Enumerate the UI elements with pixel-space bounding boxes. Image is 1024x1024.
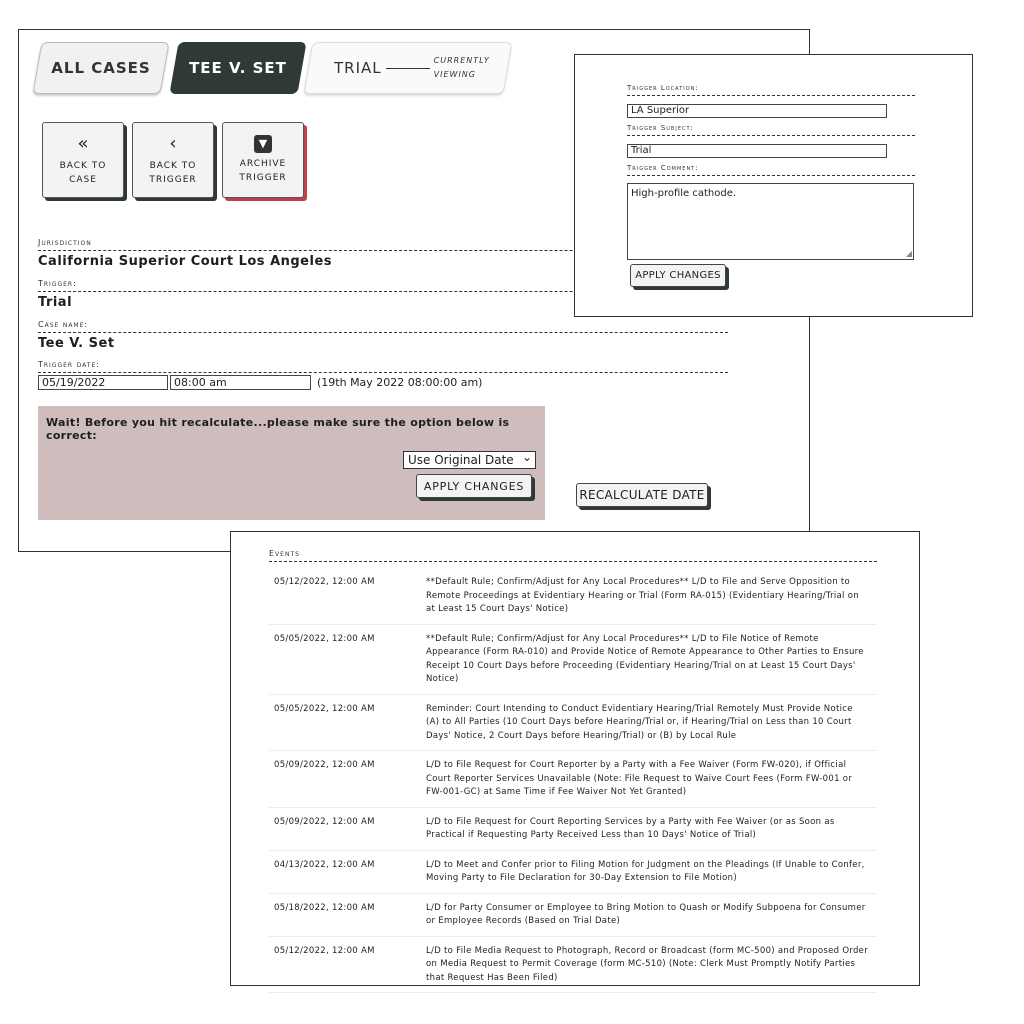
- trigger-date-input[interactable]: 05/19/2022: [38, 375, 168, 390]
- trigger-date-label: Trigger date:: [38, 360, 100, 369]
- archive-icon: ▼: [254, 135, 272, 153]
- double-chevron-left-icon: «: [77, 133, 89, 154]
- event-description: L/D to File Media Request to Photograph, Record or Broadcast (form MC-500) and Proposed Order on Media Request to Permit Coverage (form MC-510) (Note: Clerk Must Promptly Notify Parties that Request Has Been Filed): [426, 945, 868, 983]
- event-date: 04/13/2022, 12:00 AM: [274, 859, 375, 870]
- event-date: 05/18/2022, 12:00 AM: [274, 902, 375, 913]
- jurisdiction-label: Jurisdiction: [38, 238, 92, 247]
- event-date: 05/12/2022, 12:00 AM: [274, 577, 375, 587]
- trigger-subject-input[interactable]: Trial: [627, 144, 887, 158]
- events-panel: [230, 531, 920, 986]
- event-description: L/D to Meet and Confer prior to Filing Motion for Judgment on the Pleadings (If Unable to Confer, Moving Party to File Declaration for 30-Day Extension to File Motion): [426, 859, 865, 883]
- event-date: 05/05/2022, 12:00 AM: [274, 703, 375, 714]
- apply-changes-button[interactable]: APPLY CHANGES: [416, 474, 532, 498]
- event-description: L/D to File Request for Court Reporter by a Party with a Fee Waiver (Form FW-020), if Official Court Reporter Services Unavailable (Note: File Request to Waive Court Fees (Form FW-001 or FW-001-GC) at Same Time if Fee Waiver Not Yet Granted): [426, 760, 853, 797]
- event-row[interactable]: [269, 625, 877, 695]
- tab-connector-line: [386, 68, 430, 69]
- events-list: [269, 568, 877, 993]
- tab-trial[interactable]: [308, 42, 508, 94]
- event-date: 05/09/2022, 12:00 AM: [274, 816, 375, 827]
- trigger-comment-textarea[interactable]: [627, 183, 914, 260]
- jurisdiction-value: California Superior Court Los Angeles: [38, 254, 333, 269]
- archive-trigger-label: ARCHIVE TRIGGER: [239, 159, 287, 183]
- divider: [269, 561, 877, 562]
- trigger-location-input[interactable]: LA Superior: [627, 104, 887, 118]
- trigger-location-label: Trigger Location:: [627, 84, 699, 92]
- back-to-case-button[interactable]: [42, 122, 124, 198]
- back-to-trigger-label: BACK TO TRIGGER: [149, 161, 197, 185]
- back-to-trigger-button[interactable]: [132, 122, 214, 198]
- tab-all-cases-label: ALL CASES: [51, 59, 151, 77]
- event-description: L/D for Party Consumer or Employee to Bring Motion to Quash or Modify Subpoena for Consumer or Employee Records (Based on Trial Date): [426, 902, 866, 926]
- divider: [38, 372, 728, 373]
- event-row[interactable]: [269, 851, 877, 894]
- divider: [627, 95, 915, 96]
- date-option-value: Use Original Date: [408, 453, 514, 467]
- divider: [38, 332, 728, 333]
- divider: [627, 135, 915, 136]
- currently-viewing-label: CURRENTLY VIEWING: [433, 56, 490, 79]
- recalculate-date-button[interactable]: RECALCULATE DATE: [576, 483, 708, 507]
- event-row[interactable]: [269, 751, 877, 808]
- event-description: Reminder: Court Intending to Conduct Evidentiary Hearing/Trial Remotely Must Provide Notice (A) to All Parties (10 Court Days before Hearing/Trial or, if Hearing/Trial on Less than 10 Court Days' Notice, 2 Court Days before Hearing/Trial) or (B) by Local Rule: [426, 703, 853, 741]
- trigger-subject-label: Trigger Subject:: [627, 124, 694, 132]
- event-row[interactable]: [269, 695, 877, 752]
- archive-trigger-button[interactable]: [222, 122, 304, 198]
- chevron-down-icon: ⌄: [521, 450, 532, 464]
- event-date: 05/12/2022, 12:00 AM: [274, 945, 375, 956]
- event-row[interactable]: [269, 808, 877, 851]
- tab-trial-label: TRIAL: [334, 59, 382, 77]
- trigger-label: Trigger:: [38, 279, 77, 288]
- trigger-edit-panel: [574, 54, 973, 317]
- tab-case-label: TEE V. SET: [189, 59, 287, 77]
- event-description: **Default Rule; Confirm/Adjust for Any Local Procedures** L/D to File and Serve Opposition to Remote Proceedings at Evidentiary Hearing or Trial (Form RA-015) (Evidentiary Hearing/Trial on at Least 15 Court Days' Notice): [426, 577, 859, 614]
- divider: [627, 175, 915, 176]
- case-name-label: Case name:: [38, 320, 89, 329]
- event-date: 05/09/2022, 12:00 AM: [274, 760, 375, 770]
- trigger-value: Trial: [38, 295, 73, 310]
- warning-text: Wait! Before you hit recalculate...please make sure the option below is correct:: [46, 416, 510, 442]
- tab-all-cases[interactable]: [37, 42, 165, 94]
- event-row[interactable]: [269, 894, 877, 937]
- case-name-value: Tee V. Set: [38, 336, 115, 351]
- date-option-select[interactable]: [403, 451, 536, 469]
- trigger-time-input[interactable]: 08:00 am: [170, 375, 311, 390]
- events-title: Events: [269, 549, 300, 558]
- trigger-date-long: (19th May 2022 08:00:00 am): [317, 376, 483, 389]
- tab-case[interactable]: [174, 42, 302, 94]
- chevron-left-icon: ‹: [169, 133, 177, 154]
- event-row[interactable]: [269, 568, 877, 625]
- event-row[interactable]: [269, 937, 877, 994]
- recalculate-warning: [38, 406, 545, 520]
- trigger-apply-changes-button[interactable]: APPLY CHANGES: [630, 264, 726, 287]
- trigger-comment-label: Trigger Comment:: [627, 164, 699, 172]
- resize-grip-icon[interactable]: ◢: [905, 249, 912, 258]
- event-description: **Default Rule; Confirm/Adjust for Any Local Procedures** L/D to File Notice of Remote Appearance (Form RA-010) and Provide Notice of Remote Appearance to Other Parties to Ensure Receipt 10 Court Days before Proceeding (Evidentiary Hearing/Trial on at Least 15 Court Days' Notice): [426, 633, 864, 684]
- event-description: L/D to File Request for Court Reporting Services by a Party with Fee Waiver (or as Soon as Practical if Requesting Party Received Less than 10 Days' Notice of Trial): [426, 816, 835, 840]
- event-date: 05/05/2022, 12:00 AM: [274, 633, 375, 644]
- trigger-comment-text: High-profile cathode.: [631, 188, 737, 199]
- back-to-case-label: BACK TO CASE: [59, 161, 107, 185]
